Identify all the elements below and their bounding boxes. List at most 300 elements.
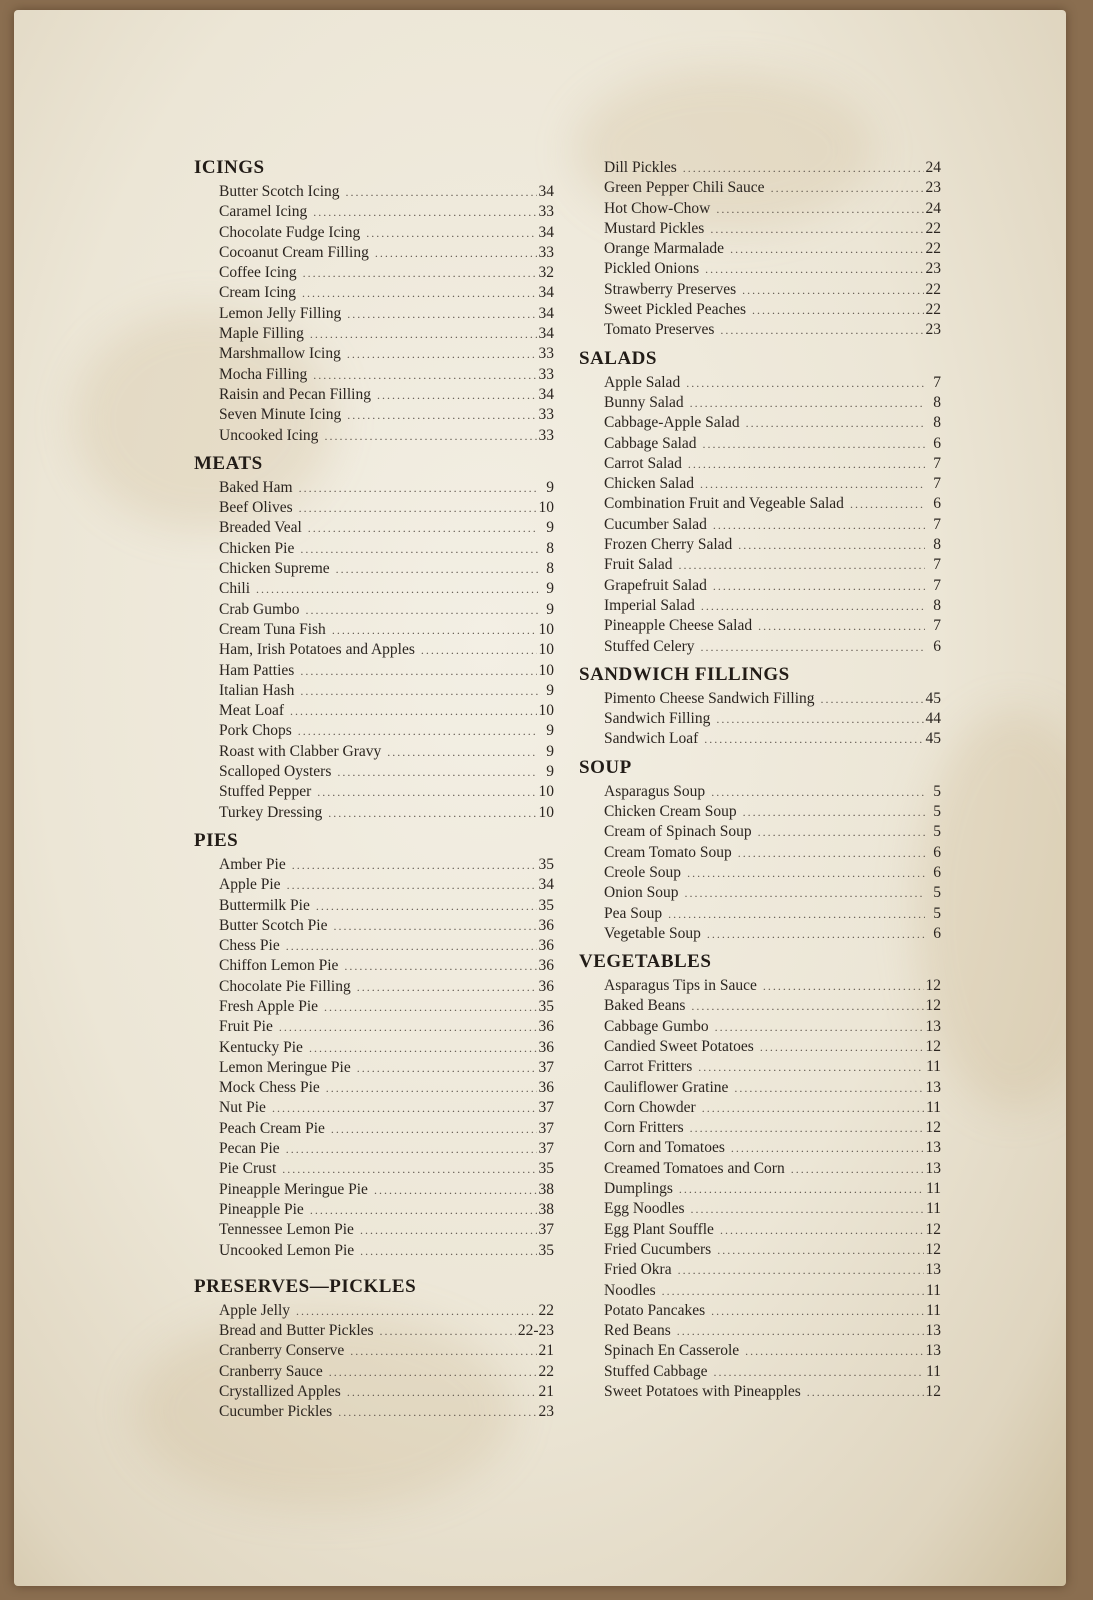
index-entry	[219, 936, 554, 956]
index-entry	[219, 916, 554, 936]
dot-leader	[338, 1402, 536, 1422]
index-entry	[219, 956, 554, 976]
entry-name: Chicken Cream Soup	[604, 803, 737, 821]
entry-page-number: 12	[925, 1240, 941, 1258]
index-entry	[219, 304, 554, 324]
index-entry	[604, 1240, 941, 1260]
entry-name: Mock Chess Pie	[219, 1079, 320, 1097]
dot-leader	[679, 1179, 924, 1199]
entry-page-number: 34	[538, 876, 554, 894]
index-entry	[604, 1362, 941, 1382]
entry-page-number: 11	[926, 1058, 941, 1076]
entry-name: Pimento Cheese Sandwich Filling	[604, 689, 815, 707]
index-entry	[219, 405, 554, 425]
entry-page-number: 12	[925, 1119, 941, 1137]
dot-leader	[336, 559, 538, 579]
index-entry	[219, 385, 554, 405]
entry-name: Kentucky Pie	[219, 1038, 303, 1056]
index-entry	[604, 1138, 941, 1158]
index-entry	[604, 976, 941, 996]
index-entry	[604, 494, 941, 514]
index-entry	[604, 1118, 941, 1138]
dot-leader	[331, 1119, 537, 1139]
entry-list	[579, 976, 941, 1402]
dot-leader	[300, 539, 538, 559]
entry-name: Sweet Pickled Peaches	[604, 301, 747, 319]
entry-name: Chili	[219, 580, 251, 598]
index-entry	[219, 559, 554, 579]
entry-name: Egg Plant Souffle	[604, 1220, 714, 1238]
entry-name: Seven Minute Icing	[219, 406, 342, 424]
index-entry	[604, 454, 941, 474]
entry-name: Frozen Cherry Salad	[604, 536, 733, 554]
entry-name: Carrot Fritters	[604, 1058, 693, 1076]
index-entry	[604, 1037, 941, 1057]
index-entry	[604, 1159, 941, 1179]
dot-leader	[716, 199, 923, 219]
index-entry	[604, 822, 941, 842]
entry-page-number: 8	[933, 596, 941, 614]
dot-leader	[300, 661, 536, 681]
entry-name: Apple Jelly	[219, 1301, 291, 1319]
dot-leader	[713, 576, 925, 596]
entry-page-number: 10	[538, 620, 554, 638]
dot-leader	[324, 426, 536, 446]
entry-page-number: 9	[546, 600, 554, 618]
dot-leader	[347, 405, 536, 425]
index-entry	[604, 883, 941, 903]
dot-leader	[329, 1362, 537, 1382]
entry-page-number: 6	[933, 495, 941, 513]
entry-page-number: 7	[933, 515, 941, 533]
index-entry	[219, 997, 554, 1017]
index-entry	[219, 742, 554, 762]
entry-name: Caramel Icing	[219, 203, 308, 221]
dot-leader	[272, 1098, 537, 1118]
entry-name: Creole Soup	[604, 863, 682, 881]
dot-leader	[303, 263, 537, 283]
entry-page-number: 34	[538, 183, 554, 200]
entry-name: Mustard Pickles	[604, 219, 705, 237]
dot-leader	[700, 474, 925, 494]
entry-page-number: 5	[933, 904, 941, 922]
index-entry	[219, 977, 554, 997]
dot-leader	[691, 996, 923, 1016]
entry-page-number: 37	[538, 1119, 554, 1137]
dot-leader	[771, 178, 924, 198]
entry-page-number: 11	[926, 1180, 941, 1198]
entry-page-number: 12	[925, 1037, 941, 1055]
index-entry	[219, 344, 554, 364]
dot-leader	[763, 976, 924, 996]
entry-name: Marshmallow Icing	[219, 345, 341, 363]
entry-name: Fried Cucumbers	[604, 1240, 712, 1258]
dot-leader	[703, 434, 925, 454]
section-heading: SOUP	[579, 756, 632, 778]
entry-name: Tomato Preserves	[604, 321, 715, 339]
index-entry	[219, 721, 554, 741]
entry-name: Pecan Pie	[219, 1140, 280, 1158]
dot-leader	[734, 1078, 923, 1098]
entry-name: Green Pepper Chili Sauce	[604, 179, 765, 197]
dot-leader	[720, 320, 923, 340]
entry-name: Pork Chops	[219, 722, 292, 740]
entry-name: Candied Sweet Potatoes	[604, 1037, 754, 1055]
index-entry	[604, 616, 941, 636]
entry-name: Maple Filling	[219, 325, 304, 343]
index-entry	[604, 1281, 941, 1301]
dot-leader	[691, 1199, 925, 1219]
entry-list	[194, 182, 554, 446]
entry-name: Meat Loaf	[219, 702, 284, 720]
entry-list	[579, 158, 941, 341]
entry-name: Bread and Butter Pickles	[219, 1322, 374, 1340]
entry-name: Roast with Clabber Gravy	[219, 742, 382, 760]
entry-page-number: 5	[933, 884, 941, 902]
entry-page-number: 13	[925, 1322, 941, 1340]
entry-name: Beef Olives	[219, 499, 293, 517]
index-section-meats	[194, 452, 554, 823]
entry-name: Mocha Filling	[219, 365, 308, 383]
dot-leader	[299, 478, 538, 498]
index-entry	[219, 1038, 554, 1058]
entry-page-number: 37	[538, 1140, 554, 1158]
index-entry	[604, 1098, 941, 1118]
entry-name: Chess Pie	[219, 937, 280, 955]
index-entry	[604, 709, 941, 729]
entry-name: Chocolate Pie Filling	[219, 977, 351, 995]
entry-page-number: 44	[925, 710, 941, 728]
index-entry	[219, 1098, 554, 1118]
index-entry	[604, 1301, 941, 1321]
index-entry	[219, 243, 554, 263]
index-entry	[219, 661, 554, 681]
dot-leader	[745, 1341, 923, 1361]
index-section-continued	[579, 158, 941, 341]
dot-leader	[313, 202, 536, 222]
entry-page-number: 8	[546, 560, 554, 578]
entry-page-number: 32	[538, 264, 554, 282]
index-entry	[604, 996, 941, 1016]
entry-page-number: 35	[538, 1160, 554, 1178]
dot-leader	[292, 855, 537, 875]
entry-name: Pickled Onions	[604, 260, 700, 278]
dot-leader	[807, 1382, 924, 1402]
entry-name: Hot Chow-Chow	[604, 199, 711, 217]
dot-leader	[711, 782, 925, 802]
index-entry	[219, 1241, 554, 1261]
dot-leader	[310, 1200, 537, 1220]
dot-leader	[713, 515, 925, 535]
entry-name: Chicken Salad	[604, 475, 694, 493]
index-entry	[604, 199, 941, 219]
dot-leader	[685, 883, 926, 903]
entry-name: Sandwich Filling	[604, 710, 711, 728]
dot-leader	[286, 1139, 537, 1159]
dot-leader	[287, 875, 537, 895]
entry-page-number: 38	[538, 1200, 554, 1218]
index-section-pies	[194, 829, 554, 1261]
dot-leader	[704, 729, 923, 749]
index-entry	[219, 600, 554, 620]
dot-leader	[702, 1098, 924, 1118]
dot-leader	[324, 997, 536, 1017]
entry-name: Italian Hash	[219, 681, 295, 699]
entry-list	[194, 1301, 554, 1423]
entry-name: Chicken Pie	[219, 539, 295, 557]
index-entry	[219, 1078, 554, 1098]
entry-page-number: 34	[538, 304, 554, 322]
entry-page-number: 7	[933, 373, 941, 391]
index-section-sandwich-fillings	[579, 663, 941, 750]
dot-leader	[326, 1078, 537, 1098]
dot-leader	[387, 742, 538, 762]
dot-leader	[678, 1260, 924, 1280]
entry-name: Lemon Jelly Filling	[219, 304, 342, 322]
entry-page-number: 10	[538, 661, 554, 679]
entry-page-number: 11	[926, 1301, 941, 1319]
index-entry	[219, 478, 554, 498]
entry-page-number: 9	[546, 519, 554, 537]
entry-page-number: 10	[538, 803, 554, 821]
index-entry	[219, 1402, 554, 1422]
entry-name: Peach Cream Pie	[219, 1119, 325, 1137]
entry-name: Fruit Pie	[219, 1018, 273, 1036]
entry-name: Sandwich Loaf	[604, 730, 699, 748]
index-section-vegetables	[579, 950, 941, 1402]
dot-leader	[701, 637, 925, 657]
dot-leader	[687, 863, 925, 883]
index-entry	[604, 178, 941, 198]
index-entry	[604, 413, 941, 433]
entry-name: Cranberry Sauce	[219, 1362, 323, 1380]
section-gap	[194, 1261, 554, 1275]
entry-page-number: 11	[926, 1098, 941, 1116]
dot-leader	[344, 956, 536, 976]
entry-page-number: 8	[546, 539, 554, 557]
index-entry	[219, 701, 554, 721]
index-entry	[219, 539, 554, 559]
entry-name: Crab Gumbo	[219, 600, 300, 618]
entry-page-number: 9	[546, 742, 554, 760]
entry-name: Chiffon Lemon Pie	[219, 957, 339, 975]
entry-page-number: 13	[925, 1078, 941, 1096]
entry-list	[579, 689, 941, 750]
entry-name: Pineapple Cheese Salad	[604, 617, 753, 635]
entry-name: Pea Soup	[604, 904, 663, 922]
dot-leader	[357, 1058, 537, 1078]
section-heading: ICINGS	[194, 157, 265, 178]
index-entry	[604, 802, 941, 822]
entry-name: Buttermilk Pie	[219, 896, 310, 914]
entry-name: Uncooked Lemon Pie	[219, 1241, 355, 1259]
index-entry	[219, 762, 554, 782]
index-entry	[219, 426, 554, 446]
dot-leader	[690, 393, 925, 413]
dot-leader	[296, 1301, 536, 1321]
entry-page-number: 13	[925, 1159, 941, 1177]
index-entry	[219, 1362, 554, 1382]
entry-page-number: 36	[538, 1018, 554, 1036]
entry-name: Sweet Potatoes with Pineapples	[604, 1383, 801, 1401]
dot-leader	[256, 579, 538, 599]
entry-name: Onion Soup	[604, 884, 679, 902]
dot-leader	[711, 1301, 924, 1321]
entry-name: Chocolate Fudge Icing	[219, 223, 361, 241]
entry-page-number: 10	[538, 783, 554, 801]
dot-leader	[850, 494, 925, 514]
index-entry	[604, 373, 941, 393]
entry-page-number: 22	[538, 1301, 554, 1319]
entry-page-number: 6	[933, 863, 941, 881]
entry-name: Dill Pickles	[604, 159, 677, 176]
entry-name: Baked Beans	[604, 997, 686, 1015]
entry-page-number: 12	[925, 997, 941, 1015]
entry-name: Chicken Supreme	[219, 560, 330, 578]
entry-page-number: 23	[925, 260, 941, 278]
entry-name: Cucumber Pickles	[219, 1403, 333, 1421]
index-entry	[219, 263, 554, 283]
dot-leader	[347, 1382, 537, 1402]
entry-page-number: 24	[925, 159, 941, 176]
entry-name: Raisin and Pecan Filling	[219, 385, 371, 403]
entry-name: Cream Icing	[219, 284, 297, 302]
entry-name: Ham Patties	[219, 661, 295, 679]
entry-page-number: 22-23	[517, 1322, 554, 1340]
index-entry	[219, 1017, 554, 1037]
dot-leader	[698, 1057, 924, 1077]
index-entry	[604, 393, 941, 413]
entry-page-number: 37	[538, 1221, 554, 1239]
dot-leader	[308, 518, 538, 538]
index-entry	[219, 803, 554, 823]
entry-page-number: 33	[538, 426, 554, 444]
dot-leader	[377, 385, 537, 405]
entry-page-number: 34	[538, 325, 554, 343]
dot-leader	[300, 681, 538, 701]
index-entry	[604, 535, 941, 555]
entry-page-number: 22	[925, 240, 941, 258]
entry-name: Stuffed Cabbage	[604, 1362, 708, 1380]
dot-leader	[286, 936, 537, 956]
dot-leader	[316, 896, 537, 916]
entry-name: Cabbage Gumbo	[604, 1017, 709, 1035]
index-entry	[219, 620, 554, 640]
entry-name: Scalloped Oysters	[219, 763, 332, 781]
entry-name: Egg Noodles	[604, 1200, 685, 1218]
index-entry	[604, 1057, 941, 1077]
dot-leader	[742, 280, 923, 300]
dot-leader	[678, 555, 925, 575]
entry-page-number: 5	[933, 823, 941, 841]
index-entry	[604, 1382, 941, 1402]
entry-page-number: 10	[538, 702, 554, 720]
section-heading: SANDWICH FILLINGS	[579, 663, 790, 685]
entry-name: Creamed Tomatoes and Corn	[604, 1159, 785, 1177]
dot-leader	[731, 1138, 924, 1158]
index-section-icings	[194, 156, 554, 446]
entry-page-number: 8	[933, 414, 941, 432]
entry-page-number: 33	[538, 243, 554, 261]
dot-leader	[720, 1220, 924, 1240]
dot-leader	[299, 498, 537, 518]
entry-page-number: 23	[925, 179, 941, 197]
section-heading: VEGETABLES	[579, 951, 712, 973]
dot-leader	[347, 304, 536, 324]
entry-list	[194, 478, 554, 823]
entry-name: Dumplings	[604, 1180, 673, 1198]
section-heading: PIES	[194, 829, 239, 851]
entry-page-number: 37	[538, 1058, 554, 1076]
dot-leader	[374, 1180, 537, 1200]
entry-name: Apple Pie	[219, 876, 281, 894]
index-entry	[604, 515, 941, 535]
entry-name: Uncooked Icing	[219, 426, 319, 444]
entry-page-number: 7	[933, 454, 941, 472]
index-section-soup	[579, 756, 941, 944]
dot-leader	[346, 182, 537, 202]
entry-name: Cabbage-Apple Salad	[604, 414, 740, 432]
dot-leader	[677, 1321, 924, 1341]
dot-leader	[337, 762, 538, 782]
dot-leader	[662, 1281, 924, 1301]
dot-leader	[705, 259, 923, 279]
entry-name: Carrot Salad	[604, 454, 682, 472]
index-entry	[604, 239, 941, 259]
index-entry	[604, 1078, 941, 1098]
document-page	[14, 10, 1066, 1586]
index-entry	[219, 1341, 554, 1361]
dot-leader	[313, 365, 536, 385]
dot-leader	[360, 1220, 537, 1240]
section-heading: SALADS	[579, 347, 657, 369]
entry-page-number: 9	[546, 763, 554, 781]
index-entry	[604, 596, 941, 616]
entry-name: Combination Fruit and Vegeable Salad	[604, 495, 844, 513]
index-entry	[604, 924, 941, 944]
entry-page-number: 22	[925, 219, 941, 237]
entry-page-number: 5	[933, 803, 941, 821]
dot-leader	[298, 721, 538, 741]
index-entry	[604, 863, 941, 883]
entry-name: Imperial Salad	[604, 596, 695, 614]
entry-page-number: 11	[926, 1281, 941, 1299]
entry-name: Coffee Icing	[219, 264, 297, 282]
index-entry	[219, 1139, 554, 1159]
index-entry	[604, 729, 941, 749]
entry-list	[579, 373, 941, 657]
dot-leader	[380, 1321, 516, 1341]
entry-page-number: 23	[538, 1403, 554, 1421]
dot-leader	[683, 158, 924, 178]
entry-page-number: 22	[925, 301, 941, 319]
index-entry	[604, 637, 941, 657]
entry-name: Pie Crust	[219, 1160, 277, 1178]
entry-page-number: 8	[933, 536, 941, 554]
index-column-right	[579, 158, 941, 1402]
index-entry	[219, 202, 554, 222]
index-entry	[604, 1017, 941, 1037]
entry-page-number: 22	[925, 280, 941, 298]
dot-leader	[421, 640, 537, 660]
entry-page-number: 13	[925, 1261, 941, 1279]
entry-page-number: 36	[538, 957, 554, 975]
index-entry	[219, 896, 554, 916]
entry-page-number: 45	[925, 689, 941, 707]
index-section-salads	[579, 347, 941, 657]
entry-page-number: 36	[538, 1079, 554, 1097]
dot-leader	[701, 596, 925, 616]
